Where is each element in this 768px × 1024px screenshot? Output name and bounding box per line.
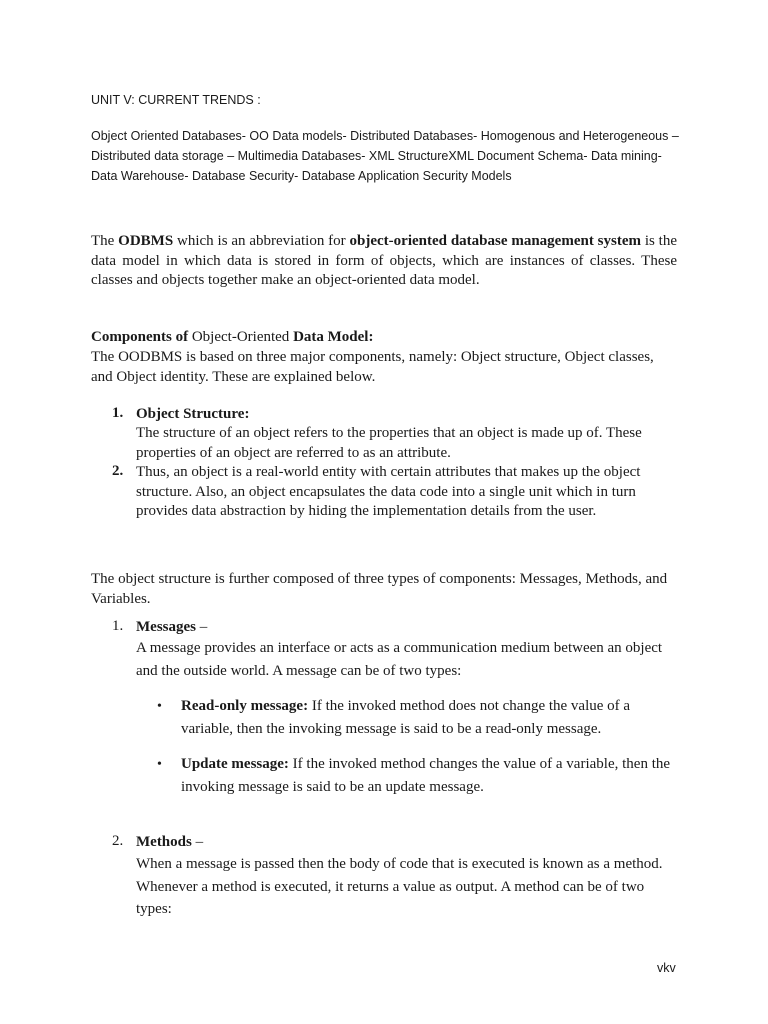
intro-text-1: The	[91, 233, 119, 249]
components-heading	[91, 329, 373, 346]
object-entity-text: Thus, an object is a real-world entity with certain attributes that makes up the object structure. Also, an object encapsulates the data code into a single unit which in turn provides data abstraction by hiding the implementation details from the user.	[136, 464, 641, 519]
odbms-term: ODBMS	[118, 233, 174, 249]
messages-title: Messages –	[136, 619, 208, 635]
list-number-1: 1.	[112, 405, 124, 421]
methods-text: When a message is passed then the body of code that is executed is known as a method. Whenever a method is executed, it returns a value as output. A method can be of two types:	[136, 856, 663, 917]
object-structure-text: The structure of an object refers to the properties that an object is made up of. These properties of an object are referred to as an attribute.	[136, 425, 642, 461]
intro-paragraph	[91, 232, 677, 291]
components-heading-bold-2: Data Model:	[293, 329, 374, 345]
object-structure-title: Object Structure:	[136, 406, 250, 422]
messages-number: 1.	[112, 618, 124, 634]
unit-heading: UNIT V: CURRENT TRENDS :	[91, 93, 261, 107]
footer-initials: vkv	[657, 961, 676, 975]
methods-number: 2.	[112, 833, 124, 849]
structure-components-paragraph: The object structure is further composed of three types of components: Messages, Methods, and Variables.	[91, 571, 668, 607]
oodbms-full-term: object-oriented database management system	[349, 233, 641, 249]
update-message-item: Update message: If the invoked method changes the value of a variable, then the invoking message is said to be an update message.	[181, 756, 671, 795]
methods-title: Methods –	[136, 834, 204, 850]
messages-text: A message provides an interface or acts as a communication medium between an object and the outside world. A message can be of two types:	[136, 640, 663, 679]
bullet-icon: •	[157, 757, 162, 772]
bullet-icon: •	[157, 699, 162, 714]
syllabus-topics: Object Oriented Databases- OO Data models- Distributed Databases- Homogenous and Heterogeneous – Distributed data storage – Multimedia Databases- XML StructureXML Document Schema- Data mining- Data Warehouse- Database Security- Database Application Security Models	[91, 129, 679, 183]
list-number-2: 2.	[112, 463, 124, 479]
intro-text-2: which is an abbreviation for	[173, 233, 350, 249]
components-paragraph: The OODBMS is based on three major components, namely: Object structure, Object classes, and Object identity. These are explained below.	[91, 349, 654, 385]
components-heading-text: Object-Oriented	[188, 329, 294, 345]
read-only-message-item: Read-only message: If the invoked method does not change the value of a variable, then the invoking message is said to be a read-only message.	[181, 698, 631, 737]
components-heading-bold-1: Components of	[91, 329, 189, 345]
intro-text-3: is the data model in which data is stored in form of objects, which are instances of classes. These classes and objects together make an object-oriented data model.	[91, 233, 677, 288]
